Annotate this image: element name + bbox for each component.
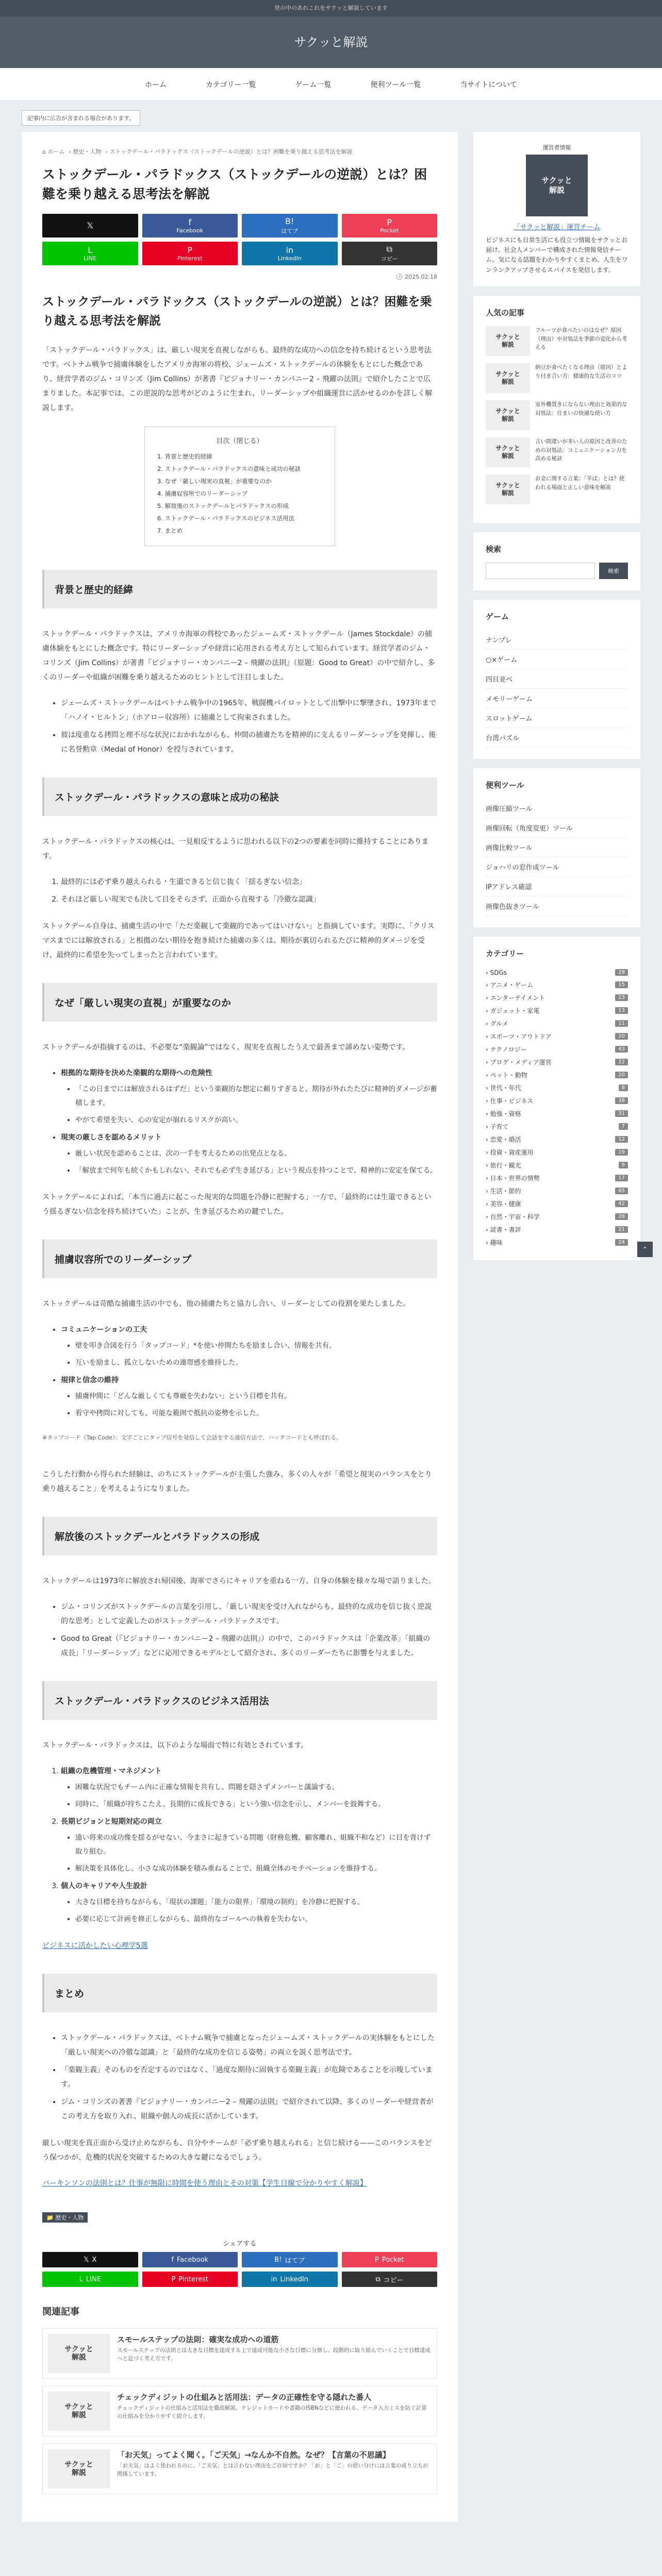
share-button-linkedin[interactable]	[242, 2272, 338, 2287]
list-item-head: 規律と信念の維持	[61, 1376, 119, 1384]
share-button-pocket[interactable]	[342, 2252, 438, 2267]
thumb-text: サクッと	[495, 445, 520, 452]
toc-item[interactable]: 7. まとめ	[157, 527, 183, 535]
thumb-text: サクッと	[495, 333, 520, 341]
section-heading-reality: なぜ「厳しい現実の直視」が重要なのか	[42, 983, 437, 1022]
list-item-head: 長期ビジョンと短期対応の両立	[61, 1818, 162, 1826]
tool-link[interactable]: ジョハリの窓作成ツール	[486, 857, 628, 877]
category-item[interactable]	[486, 1210, 628, 1223]
category-item[interactable]	[486, 991, 628, 1004]
list-item	[61, 1323, 437, 1370]
toc-item[interactable]: 1. 背景と歴史的経緯	[157, 452, 212, 460]
category-tag[interactable]: 📁 歴史・人物	[42, 2212, 88, 2223]
category-item[interactable]	[486, 1043, 628, 1056]
share-label: コピー	[380, 255, 398, 262]
categories-widget	[473, 937, 640, 1260]
share-label: LINE	[86, 2275, 101, 2283]
list-item: • ジェームズ・ストックデールはベトナム戦争中の1965年、戦闘機パイロットとして出撃中に撃墜され、1973年まで「ハノイ・ヒルトン」（ホアロー収容所）に捕虜として拘束されました。	[61, 696, 437, 725]
related-text	[117, 2392, 432, 2431]
share-button-facebook[interactable]	[142, 2252, 238, 2267]
related-heading: 関連記事	[42, 2307, 79, 2318]
category-count: 42	[615, 1200, 628, 1207]
category-name[interactable]: › ブログ・メディア運営	[486, 1058, 552, 1066]
share-button-pinterest[interactable]	[142, 2272, 238, 2287]
category-count: 19	[615, 1149, 628, 1156]
game-link[interactable]: スロットゲーム	[486, 708, 628, 728]
section-paragraph: ストックデール自身は、捕虜生活の中で「ただ楽観して楽観的であってはいけない」と指摘しています。実際に、「クリスマスまでには解放される」と根拠のない期待を抱き続けた捕虜の多くは、期待が裏切られるたびに精神的ダメージを受け、最終的に希望を失ってしまったと言われています。	[42, 922, 435, 959]
related-article[interactable]	[42, 2328, 437, 2379]
tools-widget	[473, 768, 640, 927]
thumb-text: サクッと	[64, 2345, 93, 2353]
category-item[interactable]	[486, 1017, 628, 1030]
category-count: 24	[615, 1239, 628, 1246]
category-count: 43	[615, 1046, 628, 1053]
popular-title[interactable]: 言い間違いが多い人の原因と改善のための対処法：コミュニケーション力を高める秘訣	[535, 438, 627, 462]
section-heading-background: 背景と歴史的経緯	[42, 570, 437, 608]
share-label: コピー	[383, 2276, 404, 2284]
category-item[interactable]	[486, 1159, 628, 1172]
tool-link[interactable]: 画像比較ツール	[486, 838, 628, 857]
nav-link[interactable]: 当サイトについて	[460, 80, 517, 89]
section-paragraph: ストックデールが指摘するのは、不必要な“楽観論”ではなく、現実を直視したうえで最善まで諦めない姿勢です。	[42, 1043, 410, 1052]
footnote: ※タップコード（Tap Code）：文字ごとにタップ信号を発信して会話をする通信方法で、ハックコードとも呼ばれる。	[42, 1434, 342, 1441]
category-name[interactable]: › 日本・世界の情勢	[486, 1174, 540, 1182]
sub-list	[75, 1147, 437, 1178]
category-count: 15	[615, 981, 628, 988]
thumb-text: 解説	[72, 2353, 86, 2362]
category-name[interactable]: › スポーツ・アウトドア	[486, 1032, 552, 1040]
top-tagline: 世の中のあれこれをサクッと解説しています	[0, 0, 662, 16]
thumb-text: サクッと	[495, 370, 520, 378]
section-paragraph: ストックデールによれば、「本当に過去に起こった現実的な問題を冷静に把握する」一方で、「最終的には生還できるという揺るぎない信念を持ち続けていた」ことが、生き延びるための鍵でした。	[42, 1193, 432, 1216]
category-name[interactable]: › 仕事・ビジネス	[486, 1097, 534, 1105]
share-label: Pinterest	[178, 2275, 208, 2283]
share-icon: P	[187, 245, 193, 255]
list-item: 1. 最終的には必ず乗り越えられる・生還できると信じ抜く「揺るぎない信念」	[61, 875, 437, 889]
related-title[interactable]: スモールステップの法則：確実な成功への道筋	[117, 2335, 279, 2345]
popular-heading: 人気の記事	[486, 308, 525, 317]
related-thumbnail	[48, 2334, 110, 2373]
share-icon: ⧉	[375, 2275, 380, 2283]
sub-list-item: • 「解放まで何年も続くかもしれない、それでも必ず生き延びる」という視点を持つことで、精神的に安定を保てる。	[75, 1164, 437, 1178]
share-icon: ⧉	[386, 244, 392, 255]
share-label: Pocket	[382, 2256, 404, 2264]
intro-paragraph: 「ストックデール・パラドックス」は、厳しい現実を直視しながらも、最終的な成功への信念を持ち続けるという思考法です。ベトナム戦争で捕虜体験をしたアメリカ海軍の将校、ジェームズ・ストックデールの体験をもとにした概念であり、経営学者のジム・コリンズ（Jim Collins）が著書『ビジョナリー・カンパニー2 – 飛躍の法則』で紹介したことで広まりました。本記事では、この逆説的な思考がどのように生まれ、リーダーシップや組織運営に活かせるのかを詳しく解説します。	[42, 346, 433, 412]
game-link[interactable]: 四目並べ	[486, 669, 628, 689]
category-name[interactable]: › 世代・年代	[486, 1084, 521, 1092]
game-link[interactable]: メモリーゲーム	[486, 689, 628, 708]
sub-list-item: • 互いを励まし、孤立しないための連帯感を維持した。	[75, 1356, 437, 1370]
category-item[interactable]	[486, 1236, 628, 1249]
list-item-head: コミュニケーションの工夫	[61, 1325, 147, 1334]
share-button-はてブ[interactable]	[242, 2252, 338, 2267]
category-name[interactable]: › 生活・節約	[486, 1187, 521, 1195]
popular-item[interactable]	[486, 326, 628, 356]
category-name[interactable]: › 趣味	[486, 1239, 503, 1246]
related-description: 「お天気」はよく使われるのに、「ご天気」とは言わない理由をご存知ですか？「お」と「ご」の使い分けには言葉の成り立ちが関係しています。	[117, 2463, 428, 2478]
toc-title[interactable]: 目次（閉じる）	[216, 437, 263, 445]
sub-list-item: • 大きな目標を持ちながらも、「現状の課題」「能力の限界」「環境の制約」を冷静に把握する。	[75, 1895, 437, 1909]
category-count: 9	[619, 1162, 628, 1168]
category-item[interactable]	[486, 1184, 628, 1197]
category-count: 22	[615, 1059, 628, 1065]
thumb-text: サクッと	[64, 2402, 93, 2411]
popular-title[interactable]: 納豆が食べたくなる理由（原因）とより付き合い方：健康的な生活のコツ	[535, 364, 627, 379]
share-icon: 𝕏	[84, 2256, 89, 2264]
category-item[interactable]	[486, 1197, 628, 1210]
related-link[interactable]: バーキンソンの法則とは？仕事が無限に時間を使う理由とその対策【学生目線で分かりやすく解説】	[42, 2179, 367, 2188]
popular-thumbnail	[486, 363, 530, 393]
share-label: X	[92, 2256, 97, 2264]
category-name[interactable]: › 旅行・観光	[486, 1161, 521, 1169]
share-button-facebook[interactable]	[142, 214, 238, 238]
toc-item[interactable]: 2. ストックデール・パラドックスの意味と成功の秘訣	[157, 465, 301, 472]
popular-item[interactable]	[486, 363, 628, 393]
section-heading-leadership: 捕虜収容所でのリーダーシップ	[42, 1240, 437, 1278]
share-button-x[interactable]	[42, 214, 138, 238]
category-name[interactable]: › 子育て	[486, 1123, 509, 1130]
operator-description: ビジネスにも日常生活にも役立つ情報をサクッとお届け。社会人メンバーで構成された情報発信チーム。気になる話題をわかりやすくまとめ、人生をワンランクアップさせるスパイスを発信します。	[486, 236, 628, 274]
category-item[interactable]	[486, 1172, 628, 1184]
games-heading: ゲーム	[486, 612, 509, 621]
tool-link[interactable]: 画像回転（角度変更）ツール	[486, 818, 628, 838]
list-item	[61, 1764, 437, 1811]
category-count: 38	[615, 1097, 628, 1104]
list-item	[61, 1815, 437, 1876]
sub-list	[75, 1895, 437, 1926]
related-description: チェックディジットの仕組みと活用法を徹底解説。クレジットカードや書籍のISBNなどに使われる、データ入力ミスを防ぐ計算の仕組みを分かりやすく紹介します。	[117, 2405, 427, 2420]
category-name[interactable]: › グルメ	[486, 1020, 508, 1027]
share-button-line[interactable]	[42, 2272, 138, 2287]
category-item[interactable]	[486, 1004, 628, 1017]
tool-link[interactable]: IPアドレス確認	[486, 877, 628, 896]
list-item-head: 組織の危機管理・マネジメント	[61, 1767, 162, 1776]
share-label: Pinterest	[177, 255, 203, 262]
sub-list-item: • 必要に応じて計画を修正しながらも、最終的なゴールへの執着を失わない。	[75, 1912, 437, 1926]
popular-item[interactable]	[486, 437, 628, 467]
category-name[interactable]: › 美容・健康	[486, 1200, 521, 1208]
section-paragraph: 厳しい現実を真正面から受け止めながらも、自分やチームが「必ず乗り越えられる」と信じ続ける——このバランスをどう保つかが、危機的状況を突破するための大きな鍵になるでしょう。	[42, 2139, 432, 2162]
category-name[interactable]: › 自然・宇宙・科学	[486, 1213, 540, 1221]
sub-list-item: • 壁を叩き合図を行う「タップコード」*を使い仲間たちを励まし合い、情報を共有。	[75, 1339, 437, 1353]
popular-item[interactable]	[486, 400, 628, 430]
sidebar	[473, 132, 640, 2522]
share-icon: P	[171, 2275, 176, 2283]
section-paragraph: ストックデールは苛酷な捕虜生活の中でも、他の捕虜たちと協力し合い、リーダーとしての役割を果たしました。	[42, 1299, 410, 1308]
popular-thumbnail	[486, 474, 530, 504]
article	[22, 132, 458, 2522]
thumb-text: 解説	[501, 489, 514, 497]
lead-heading: ストックデール・パラドックス（ストックデールの逆説）とは？困難を乗り越える思考法を解説	[42, 295, 432, 328]
list-item	[61, 1879, 437, 1926]
search-input[interactable]	[486, 563, 595, 579]
list-item-head: 根拠的な期待を決めた楽観的な期待への危険性	[61, 1069, 212, 1077]
related-title[interactable]: 「お天気」ってよく聞く。「ご天気」→なんか不自然。なぜ？【言葉の不思議】	[117, 2450, 390, 2460]
share-label: はてブ	[281, 227, 299, 234]
category-count: 28	[615, 1213, 628, 1220]
share-label: Facebook	[176, 2256, 209, 2264]
sub-list-item: • 厳しい状況を認めることは、次の一手を考えるための出発点となる。	[75, 1147, 437, 1161]
popular-thumbnail	[486, 326, 530, 356]
tool-link[interactable]: 画像色抜きツール	[486, 896, 628, 916]
share-icon: P	[387, 217, 392, 227]
thumb-text: 解説	[501, 452, 514, 460]
category-count: 11	[615, 1020, 628, 1027]
share-icon: L	[88, 245, 93, 255]
category-name[interactable]: › SDGs	[486, 969, 507, 976]
breadcrumb-item[interactable]: ⌂ ホーム	[42, 148, 65, 155]
thumb-text: 解説	[501, 415, 514, 422]
sub-list-item: • 看守や拷問に対しても、可能な範囲で抵抗の姿勢を示した。	[75, 1406, 437, 1420]
popular-title[interactable]: フルーツが食べたいのはなぜ？原因（理由）や対処法を季節の変化から考える	[535, 327, 627, 351]
search-button[interactable]: 検索	[599, 563, 628, 579]
games-widget	[473, 600, 640, 759]
related-article[interactable]	[42, 2386, 437, 2436]
sub-list-item: • 「この日までには解放されるはずだ」という楽観的な想定に頼りすぎると、期待が外れたたびに精神的ダメージが蓄積します。	[75, 1082, 437, 1110]
share-label: LinkedIn	[280, 2275, 308, 2283]
category-name[interactable]: › ガジェット・家電	[486, 1007, 540, 1014]
popular-widget	[473, 296, 640, 523]
related-article[interactable]	[42, 2444, 437, 2494]
list-item: • ジム・コリンズの著書『ビジョナリー・カンパニー2 – 飛躍の法則』で紹介されて以降、多くのリーダーや経営者がこの考え方を取り入れ、組織や個人の成長に活かしています。	[61, 2095, 437, 2124]
category-name[interactable]: › ペット・動物	[486, 1071, 527, 1079]
breadcrumb-item[interactable]: › 歴史・人物	[69, 148, 102, 155]
share-icon: B!	[285, 216, 294, 227]
category-name[interactable]: › エンターテイメント	[486, 994, 545, 1002]
popular-thumbnail	[486, 400, 530, 430]
list-item: • 「楽観主義」そのものを否定するのではなく、「過度な期待に固執する楽観主義」が危険であることを示唆しています。	[61, 2063, 437, 2092]
nav-link[interactable]: ゲーム一覧	[295, 80, 332, 89]
game-link[interactable]: ○×ゲーム	[486, 650, 628, 669]
section-heading-after-release: 解放後のストックデールとパラドックスの形成	[42, 1517, 437, 1555]
list-item	[61, 1130, 437, 1178]
list-item-head: 現実の厳しさを認めるメリット	[61, 1133, 162, 1142]
toc-item[interactable]: 4. 捕虜収容所でのリーダーシップ	[157, 490, 248, 498]
share-buttons-bottom	[42, 2252, 437, 2287]
category-count: 31	[615, 1110, 628, 1117]
category-item[interactable]	[486, 978, 628, 991]
sub-list-item: • 遠い将来の成功像を揺るがせない、今まさに起きている問題（財務危機、顧客離れ、組織不和など）に目を背けず取り組む。	[75, 1831, 437, 1859]
popular-thumbnail	[486, 437, 530, 467]
category-name[interactable]: › テクノロジー	[486, 1045, 527, 1053]
section-paragraph: ストックデール・パラドックスの核心は、一見相反するように思われる以下の2つの要素を同時に維持することにあります。	[42, 837, 429, 860]
table-of-contents	[144, 427, 335, 546]
category-count: 20	[615, 1072, 628, 1078]
category-item[interactable]	[486, 1133, 628, 1146]
related-text	[117, 2449, 432, 2488]
operator-name-link[interactable]: 「サクッと解説」運営チーム	[513, 224, 601, 231]
section-heading-summary: まとめ	[42, 1974, 437, 2012]
share-icon: L	[79, 2275, 83, 2283]
list-item: 2. それほど厳しい現実でも決して目をそらさず、正面から直視する「冷徹な認識」	[61, 892, 437, 907]
thumb-text: 解説	[72, 2469, 86, 2478]
category-count: 28	[615, 969, 628, 976]
toc-item[interactable]: 6. ストックデール・パラドックスのビジネス活用法	[157, 515, 295, 522]
sub-list	[75, 1831, 437, 1876]
category-item[interactable]	[486, 1094, 628, 1107]
category-count: 8	[619, 1084, 628, 1091]
category-count: 23	[615, 994, 628, 1001]
category-count: 7	[619, 1123, 628, 1130]
related-thumbnail	[48, 2392, 110, 2431]
section-paragraph: こうした行動から得られた経験は、のちにストックデールが主張した強み、多くの人々が「希望と現実のバランスをとり乗り越えること」を考えるようになりました。	[42, 1470, 432, 1494]
breadcrumb-item: › ストックデール・パラドックス（ストックデールの逆説）とは？困難を乗り越える思考法を解説	[105, 148, 353, 155]
ad-notice: 記事内に広告が含まれる場合があります。	[22, 110, 140, 126]
category-item[interactable]	[486, 1056, 628, 1069]
list-item: • 彼は度重なる拷問と理不尽な状況におかれながらも、仲間の捕虜たちを精神的に支えるリーダーシップを発揮し、後に名誉勲章（Medal of Honor）を授与されています。	[61, 728, 437, 757]
share-label: Facebook	[176, 227, 204, 234]
thumb-text: 解説	[72, 2411, 86, 2420]
share-icon: f	[188, 217, 192, 227]
popular-title[interactable]: 室外機置きにならない理由と効果的な対処法：住まいの快適な使い方	[535, 401, 627, 416]
post-date: 🕒 2025.02.18	[395, 274, 437, 280]
list-item	[61, 1066, 437, 1127]
category-count: 20	[615, 1033, 628, 1040]
back-to-top-button[interactable]: ⌃	[637, 1242, 653, 1257]
category-item[interactable]	[486, 967, 628, 978]
article-title: ストックデール・パラドックス（ストックデールの逆説）とは？困難を乗り越える思考法を解説	[42, 167, 427, 201]
related-thumbnail	[48, 2449, 110, 2488]
category-name[interactable]: › 勉強・資格	[486, 1110, 521, 1117]
sub-list	[75, 1082, 437, 1127]
categories-heading: カテゴリー	[486, 948, 524, 958]
share-button-pocket[interactable]	[342, 214, 438, 238]
sub-list	[75, 1339, 437, 1370]
section-heading-business: ストックデール・パラドックスのビジネス活用法	[42, 1681, 437, 1720]
thumb-text: 解説	[501, 378, 514, 385]
list-item: • ジム・コリンズがストックデールの言葉を引用し、「厳しい現実を受け入れながらも、最終的な成功を信じ抜く逆説的な思考」として定義したのがストックデール・パラドックスです。	[61, 1600, 437, 1629]
operator-widget	[473, 132, 640, 286]
category-item[interactable]	[486, 1030, 628, 1043]
thumb-text: サクッと	[64, 2460, 93, 2469]
section-paragraph: ストックデール・パラドックスは、以下のような場面で特に有効とされています。	[42, 1741, 308, 1750]
nav-link[interactable]: カテゴリー一覧	[206, 80, 256, 89]
site-logo[interactable]: サクッと解説	[0, 16, 662, 68]
category-item[interactable]	[486, 1146, 628, 1159]
category-name[interactable]: › アニメ・ゲーム	[486, 981, 534, 989]
share-label: はてブ	[285, 2257, 305, 2265]
share-label: LINE	[84, 255, 97, 262]
list-item	[61, 1373, 437, 1420]
nav-link[interactable]: ホーム	[145, 80, 167, 89]
list-item: • ストックデール・パラドックスは、ベトナム戦争で捕虜となったジェームズ・ストックデールの実体験をもとにした「厳しい現実への冷徹な認識」と「最終的な成功を信じる姿勢」の両立を説く思考法です。	[61, 2031, 437, 2060]
operator-tag: 運営者情報	[542, 144, 571, 151]
game-link[interactable]: 台湾パズル	[486, 728, 628, 748]
category-item[interactable]	[486, 1081, 628, 1094]
share-icon: B!	[274, 2256, 282, 2264]
share-label: LinkedIn	[277, 255, 302, 262]
share-button-はてブ[interactable]	[242, 214, 338, 238]
category-name[interactable]: › 投資・資産運用	[486, 1148, 534, 1156]
list-item: • Good to Great（『ビジョナリー・カンパニー2 – 飛躍の法則』）の中で、このパラドックスは「企業改革」「組織の成長」「リーダーシップ」などに応用できるモデルとして紹介され、多くのリーダーたちに影響を与えました。	[61, 1632, 437, 1660]
share-icon: 𝕏	[87, 221, 94, 231]
tool-link[interactable]: 画像圧縮ツール	[486, 799, 628, 818]
section-paragraph: ストックデールは1973年に解放され帰国後、海軍でさらにキャリアを重ねる一方、自身の体験を様々な場で語りました。	[42, 1577, 436, 1586]
share-icon: in	[271, 2275, 277, 2283]
sub-list-item: • 困難な状況でもチーム内に正確な情報を共有し、問題を隠さずメンバーと議論する。	[75, 1781, 437, 1794]
thumb-text: サクッと	[495, 408, 520, 415]
category-name[interactable]: › 読書・書評	[486, 1226, 521, 1233]
tools-heading: 便利ツール	[486, 780, 524, 790]
category-item[interactable]	[486, 1120, 628, 1133]
share-label: Pocket	[380, 227, 399, 234]
related-description: スモールステップの法則とは大きな目標を達成する上で達成可能な小さな目標に分割し、段階的に取り組んでいくことで目標達成へと近づく考え方です。	[117, 2347, 431, 2362]
category-count: 17	[615, 1175, 628, 1181]
thumb-text: サクッと	[495, 482, 520, 489]
category-item[interactable]	[486, 1069, 628, 1081]
category-item[interactable]	[486, 1223, 628, 1236]
operator-avatar: サクッと 解説	[526, 155, 588, 216]
share-button-line[interactable]	[42, 242, 138, 265]
related-link[interactable]: ビジネスに活かしたい心理学5選	[42, 1942, 148, 1951]
sub-list-item: • やがて希望を失い、心の安定が崩れるリスクが高い。	[75, 1113, 437, 1127]
category-name[interactable]: › 恋愛・婚活	[486, 1136, 521, 1143]
category-count: 12	[615, 1136, 628, 1143]
global-nav	[0, 68, 662, 101]
search-widget	[473, 532, 640, 590]
breadcrumb	[42, 147, 437, 156]
sub-list	[75, 1781, 437, 1811]
share-icon: in	[286, 245, 294, 255]
toc-item[interactable]: 3. なぜ「厳しい現実の直視」が重要なのか	[157, 477, 272, 485]
sub-list	[75, 1389, 437, 1420]
sub-list-item: • 同時に、「組織が持ちこたえ、長期的に成長できる」という強い信念を示し、メンバーを鼓舞する。	[75, 1798, 437, 1811]
section-paragraph: ストックデール・パラドックスは、アメリカ海軍の将校であったジェームズ・ストックデール（James Stockdale）の捕虜体験をもとにした概念です。特にリーダーシップや経営に応用される考え方として知られています。経営学者のジム・コリンズ（Jim Collins）が著書『ビジョナリー・カンパニー2 – 飛躍の法則』（原題：Good to Great）の中で紹介し、多くのリーダーや組織が困難を乗り越えるためのヒントとして注目しました。	[42, 630, 435, 682]
search-heading: 検索	[486, 544, 502, 554]
share-button-コピー[interactable]	[342, 242, 438, 265]
category-count: 65	[615, 1188, 628, 1194]
popular-title[interactable]: お金に関する言葉：「半ば」とは？使われる場面と正しい意味を解説	[535, 475, 625, 490]
category-item[interactable]	[486, 1107, 628, 1120]
toc-item[interactable]: 5. 解放後のストックデールとパラドックスの形成	[157, 502, 289, 510]
share-buttons-top	[42, 214, 437, 265]
related-text	[117, 2334, 432, 2373]
sub-list-item: • 捕虜仲間に「どんな厳しくても尊厳を失わない」という目標を共有。	[75, 1389, 437, 1403]
related-title[interactable]: チェックディジットの仕組みと活用法：データの正確性を守る隠れた番人	[117, 2393, 372, 2402]
popular-item[interactable]	[486, 474, 628, 504]
share-button-x[interactable]	[42, 2252, 138, 2267]
section-heading-meaning: ストックデール・パラドックスの意味と成功の秘訣	[42, 777, 437, 816]
category-count: 13	[615, 1007, 628, 1014]
share-button-linkedin[interactable]	[242, 242, 338, 265]
share-button-コピー[interactable]	[342, 2272, 438, 2287]
sub-list-item: • 解決策を具体化し、小さな成功体験を積み重ねることで、組織全体のモチベーションを維持する。	[75, 1862, 437, 1876]
game-link[interactable]: ナンプレ	[486, 630, 628, 650]
share-label: シェアする	[223, 2240, 257, 2248]
share-icon: f	[171, 2256, 174, 2264]
list-item-head: 個人のキャリアや人生設計	[61, 1882, 147, 1891]
share-icon: P	[375, 2256, 379, 2264]
nav-link[interactable]: 便利ツール一覧	[370, 80, 421, 89]
thumb-text: 解説	[501, 341, 514, 348]
category-count: 21	[615, 1226, 628, 1233]
share-button-pinterest[interactable]	[142, 242, 238, 265]
